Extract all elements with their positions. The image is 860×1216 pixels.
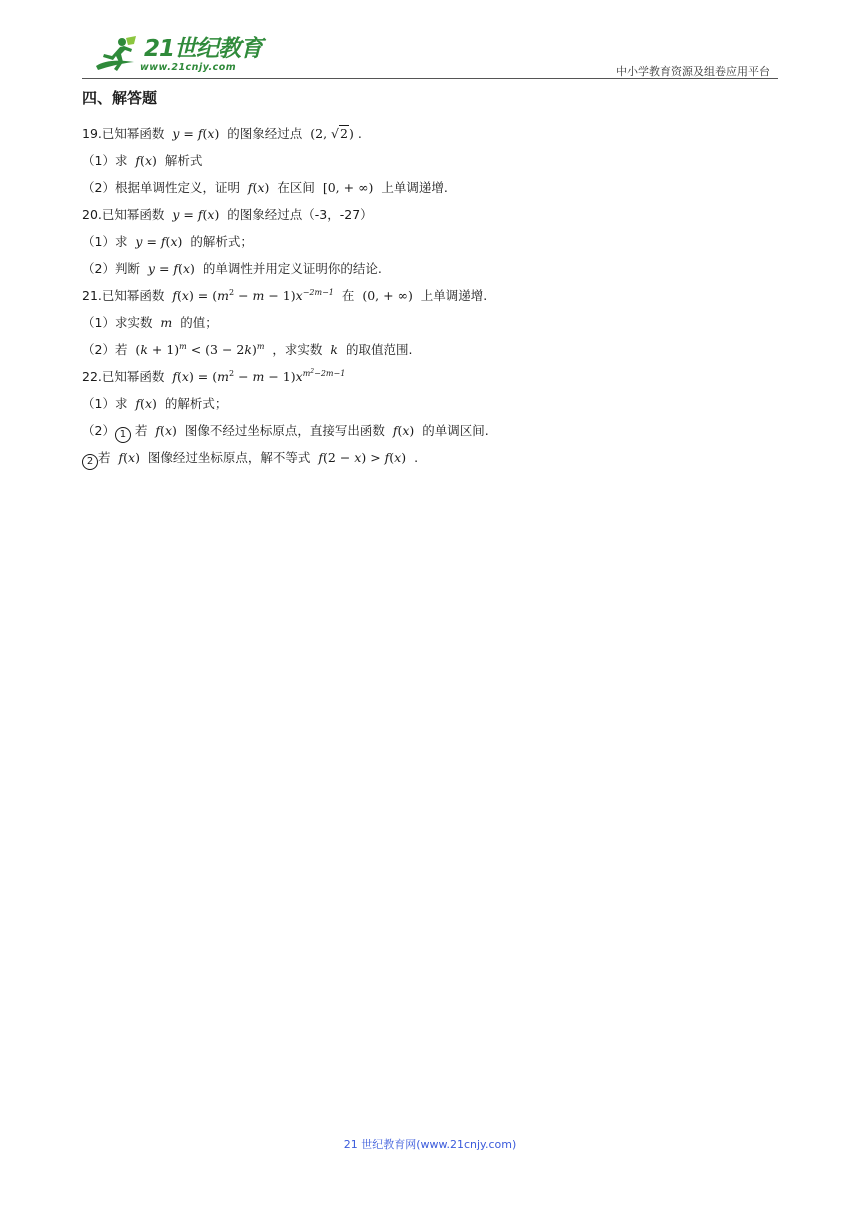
q20-part2 — [82, 255, 782, 282]
q19-text-c: . — [357, 126, 362, 141]
q19-stem — [82, 120, 782, 147]
q22-p3-text-c: . — [414, 450, 419, 465]
q21-p2-text: （2）若 — [82, 342, 128, 357]
q22-p2-text-c: 图像不经过坐标原点，直接写出函数 — [184, 423, 385, 438]
q21-text-c: 上单调递增. — [420, 288, 488, 303]
q21-text-b: 在 — [341, 288, 355, 303]
q22-p2-text-b: 若 — [134, 423, 148, 438]
q22-p3-text: 若 — [98, 450, 111, 465]
q22-p3-text-b: 图像经过坐标原点，解不等式 — [147, 450, 311, 465]
q22-text-a: 22.已知幂函数 — [82, 369, 165, 384]
q21-p2-text-c: 的取值范围. — [345, 342, 413, 357]
q21-p1-text-b: 的值； — [180, 315, 218, 330]
q20-part1 — [82, 228, 782, 255]
logo — [88, 36, 268, 76]
runner-logo-icon — [94, 36, 138, 76]
formula: $f(x) = (m^2 - m - 1)x^{m^2-2m-1}$ — [168, 368, 346, 384]
q21-p2-text-b: ，求实数 — [272, 342, 323, 357]
q20-p2-text: （2）判断 — [82, 261, 140, 276]
formula: f(x) — [388, 423, 415, 438]
q20-p2-text-b: 的单调性并用定义证明你的结论. — [202, 261, 382, 276]
q22-part2 — [82, 417, 782, 444]
formula: f(x) — [131, 396, 157, 411]
logo-url: www.21cnjy.com — [140, 62, 237, 73]
formula: $(k + 1)^m < (3 - 2k)^m$ — [135, 342, 265, 357]
page-footer: 21 世纪教育网(www.21cnjy.com) — [343, 1138, 517, 1151]
q20-p1-text-b: 的解析式； — [190, 234, 253, 249]
q19-text-a: 19.已知幂函数 — [82, 126, 165, 141]
formula: f(x) — [243, 180, 270, 195]
q19-p1-text: （1）求 — [82, 153, 128, 168]
q21-part1 — [82, 309, 782, 336]
page-header — [82, 30, 778, 80]
question-content — [82, 86, 782, 471]
q22-p2-text-d: 的单调区间. — [422, 423, 489, 438]
circled-number: 2 — [82, 454, 98, 470]
formula: f(x) — [114, 450, 140, 465]
q20-text-a: 20.已知幂函数 — [82, 207, 165, 222]
q19-p2-text: （2）根据单调性定义，证明 — [82, 180, 240, 195]
formula: y = f(x) — [168, 126, 220, 141]
q20-p1-text: （1）求 — [82, 234, 128, 249]
formula: (0, + ∞) — [358, 288, 417, 303]
formula: k — [326, 342, 342, 357]
formula: f(x) — [131, 153, 157, 168]
q22-p1-text: （1）求 — [82, 396, 128, 411]
q22-part1 — [82, 390, 782, 417]
q19-p2-text-c: 上单调递增. — [381, 180, 448, 195]
q19-part1 — [82, 147, 782, 174]
q19-part2 — [82, 174, 782, 201]
q22-part3 — [82, 444, 782, 471]
q21-text-a: 21.已知幂函数 — [82, 288, 165, 303]
formula: f(x) — [151, 423, 177, 438]
circled-number: 1 — [115, 427, 131, 443]
q20-text-b: 的图象经过点（-3，-27） — [227, 207, 373, 222]
formula: (2, √2) — [306, 126, 354, 141]
formula: y = f(x) — [143, 261, 195, 276]
q20-stem — [82, 201, 782, 228]
formula: y = f(x) — [168, 207, 220, 222]
q22-stem — [82, 363, 782, 390]
platform-name: 中小学教育资源及组卷应用平台 — [616, 65, 770, 78]
q19-p1-text-b: 解析式 — [164, 153, 203, 168]
formula: $f(x) = (m^2 - m - 1)x^{-2m-1}$ — [168, 288, 334, 303]
logo-text: 21世纪教育 — [144, 36, 263, 62]
q22-p2-text: （2） — [82, 423, 115, 438]
formula: f(2 − x) > f(x) — [314, 450, 407, 465]
q22-p1-text-b: 的解析式； — [164, 396, 228, 411]
formula: [0, + ∞) — [318, 180, 378, 195]
formula: m — [156, 315, 177, 330]
header-divider — [82, 78, 778, 79]
formula: y = f(x) — [131, 234, 183, 249]
q19-text-b: 的图象经过点 — [227, 126, 303, 141]
q21-stem — [82, 282, 782, 309]
section-title: 四、解答题 — [82, 89, 158, 107]
q21-p1-text: （1）求实数 — [82, 315, 153, 330]
q21-part2 — [82, 336, 782, 363]
q19-p2-text-b: 在区间 — [277, 180, 315, 195]
